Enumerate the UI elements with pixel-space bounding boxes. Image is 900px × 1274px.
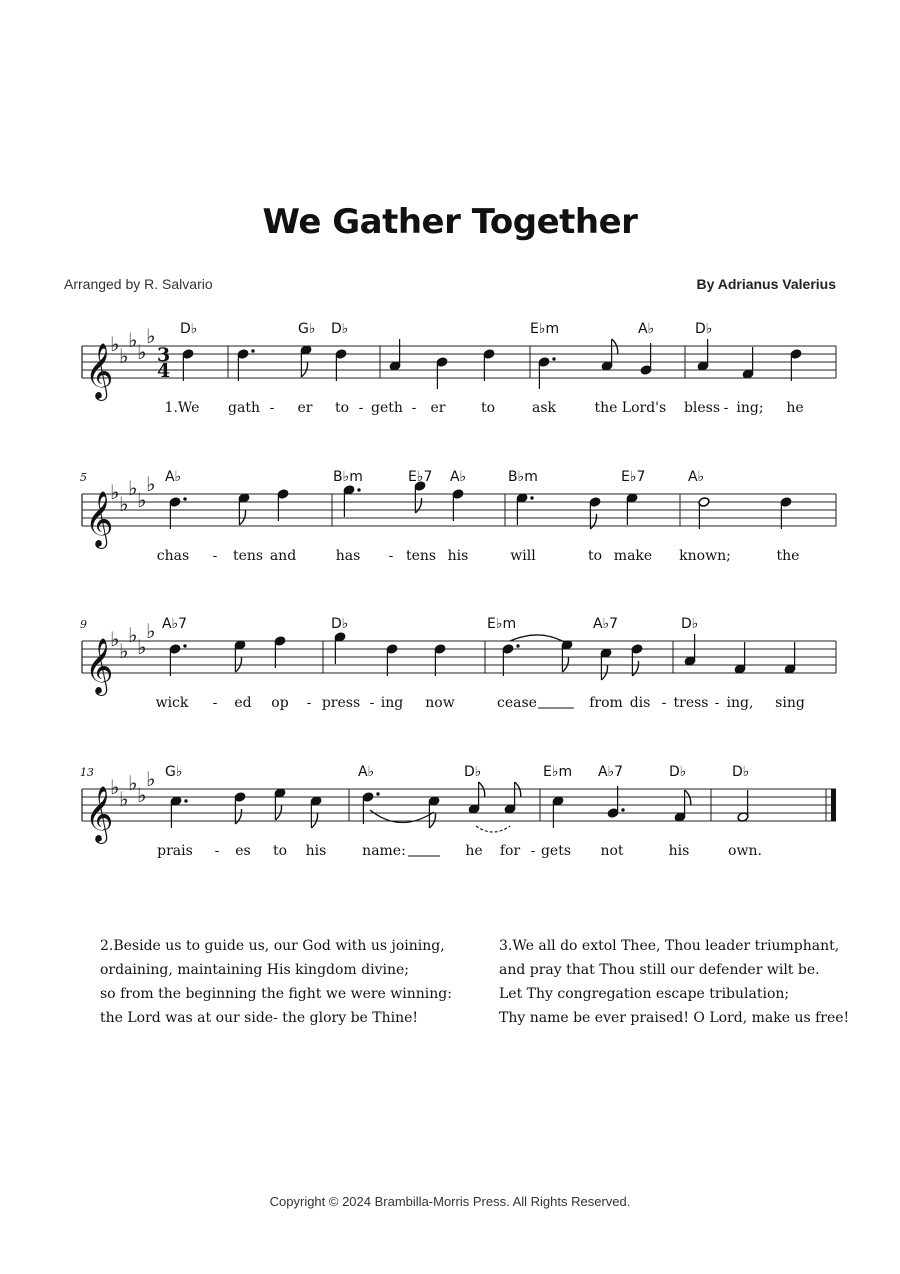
chord-symbol: D♭ — [464, 764, 482, 780]
lyric-syllable: er — [297, 400, 313, 416]
chord-symbol: D♭ — [732, 764, 750, 780]
lyric-syllable: to — [272, 843, 288, 859]
flat-sign-icon: ♭ — [119, 344, 129, 368]
verse-line: Let Thy congregation escape tribulation; — [499, 986, 790, 1002]
augmentation-dot — [516, 644, 519, 647]
chord-symbol: E♭7 — [621, 469, 646, 485]
lyric-syllable: known; — [679, 548, 731, 564]
lyric-syllable: his — [668, 843, 690, 859]
flat-sign-icon: ♭ — [110, 332, 120, 356]
note-flag — [415, 498, 421, 513]
flat-sign-icon: ♭ — [110, 480, 120, 504]
chord-symbol: D♭ — [669, 764, 687, 780]
staff-system-3 — [80, 616, 836, 711]
chord-symbol: A♭7 — [598, 764, 624, 780]
lyric-syllable: the — [594, 400, 618, 416]
measure-number: 5 — [80, 471, 87, 484]
lyric-syllable: es — [235, 843, 251, 859]
treble-clef-icon: 𝄞 — [85, 343, 114, 399]
lyric-syllable: to — [587, 548, 603, 564]
lyric-syllable: chas — [156, 548, 190, 564]
flat-sign-icon: ♭ — [137, 635, 147, 659]
chord-symbol: B♭m — [508, 469, 538, 485]
treble-clef-icon: 𝄞 — [85, 638, 114, 694]
chord-symbol: A♭ — [638, 321, 655, 337]
lyric-hyphen: - — [214, 843, 220, 859]
flat-sign-icon: ♭ — [128, 623, 138, 647]
lyric-syllable: cease — [497, 695, 537, 711]
lyric-syllable: not — [600, 843, 624, 859]
chord-symbol: G♭ — [298, 321, 316, 337]
lyric-syllable: prais — [157, 843, 193, 859]
augmentation-dot — [183, 644, 186, 647]
chord-symbol: A♭ — [450, 469, 467, 485]
time-signature-bottom: 4 — [157, 360, 171, 382]
augmentation-dot — [357, 488, 360, 491]
lyric-hyphen: - — [661, 695, 667, 711]
lyric-syllable: ing; — [736, 400, 764, 416]
treble-clef-icon: 𝄞 — [85, 491, 114, 547]
flat-sign-icon: ♭ — [119, 492, 129, 516]
verse-line: ordaining, maintaining His kingdom divine; — [100, 962, 409, 978]
chord-symbol: A♭7 — [162, 616, 188, 632]
lyric-hyphen: - — [723, 400, 729, 416]
lyric-syllable: name: — [362, 843, 406, 859]
lyric-syllable: ed — [234, 695, 252, 711]
chord-symbol: D♭ — [331, 321, 349, 337]
note-flag — [235, 809, 241, 824]
lyric-hyphen: - — [388, 548, 394, 564]
copyright-notice: Copyright © 2024 Brambilla-Morris Press. All Rights Reserved. — [269, 1194, 631, 1209]
verse-line: 2.Beside us to guide us, our God with us joining, — [100, 938, 445, 954]
chord-symbol: D♭ — [695, 321, 713, 337]
chord-symbol: B♭m — [333, 469, 363, 485]
flat-sign-icon: ♭ — [119, 639, 129, 663]
lyric-syllable: wick — [155, 695, 189, 711]
verse-3 — [499, 934, 849, 1030]
lyric-syllable: the — [776, 548, 800, 564]
lyric-syllable: press — [321, 695, 361, 711]
chord-symbol: D♭ — [180, 321, 198, 337]
lyric-syllable: make — [613, 548, 653, 564]
lyric-syllable: gath — [228, 400, 260, 416]
flat-sign-icon: ♭ — [146, 324, 156, 348]
flat-sign-icon: ♭ — [119, 787, 129, 811]
verse-line: 3.We all do extol Thee, Thou leader triumphant, — [499, 938, 840, 954]
lyric-syllable: er — [430, 400, 446, 416]
flat-sign-icon: ♭ — [137, 488, 147, 512]
arranger-credit: Arranged by R. Salvario — [64, 276, 213, 292]
lyric-syllable: he — [465, 843, 483, 859]
lyric-syllable: to — [480, 400, 496, 416]
lyric-syllable: his — [447, 548, 469, 564]
lyric-syllable: ask — [531, 400, 557, 416]
time-signature-top: 3 — [157, 344, 171, 366]
lyric-syllable: his — [305, 843, 327, 859]
chord-symbol: D♭ — [681, 616, 699, 632]
verse-line: Thy name be ever praised! O Lord, make us free! — [499, 1010, 850, 1026]
chord-symbol: E♭m — [530, 321, 560, 337]
augmentation-dot — [530, 496, 533, 499]
song-title: We Gather Together — [262, 202, 638, 242]
chord-symbol: A♭ — [165, 469, 182, 485]
flat-sign-icon: ♭ — [137, 783, 147, 807]
composer-credit: By Adrianus Valerius — [696, 276, 836, 292]
augmentation-dot — [251, 349, 254, 352]
lyric-syllable: own. — [728, 843, 762, 859]
flat-sign-icon: ♭ — [110, 775, 120, 799]
lyric-syllable: and — [269, 548, 297, 564]
note-flag — [590, 514, 596, 529]
verse-line: the Lord was at our side- the glory be Thine! — [100, 1010, 419, 1026]
flat-sign-icon: ♭ — [146, 767, 156, 791]
measure-number: 13 — [80, 766, 94, 779]
flat-sign-icon: ♭ — [128, 771, 138, 795]
augmentation-dot — [552, 357, 555, 360]
slur — [510, 635, 566, 643]
lyric-hyphen: - — [306, 695, 312, 711]
flat-sign-icon: ♭ — [146, 619, 156, 643]
lyric-syllable: bless — [683, 400, 721, 416]
lyric-syllable: sing — [775, 695, 805, 711]
verse-2 — [100, 934, 452, 1030]
lyric-syllable: op — [271, 695, 289, 711]
flat-sign-icon: ♭ — [146, 472, 156, 496]
lyric-syllable: gets — [540, 843, 572, 859]
lyric-syllable: has — [335, 548, 361, 564]
note-flag — [632, 661, 638, 676]
flat-sign-icon: ♭ — [128, 476, 138, 500]
lyric-syllable: now — [425, 695, 455, 711]
final-barline-thick — [831, 789, 836, 821]
augmentation-dot — [184, 799, 187, 802]
chord-symbol: A♭ — [688, 469, 705, 485]
tie — [476, 826, 510, 832]
augmentation-dot — [376, 792, 379, 795]
augmentation-dot — [183, 497, 186, 500]
flat-sign-icon: ♭ — [128, 328, 138, 352]
flat-sign-icon: ♭ — [110, 627, 120, 651]
lyric-syllable: to — [334, 400, 350, 416]
lyric-hyphen: - — [269, 400, 275, 416]
lyric-syllable: dis — [629, 695, 651, 711]
lyric-hyphen: - — [369, 695, 375, 711]
measure-number: 9 — [80, 618, 87, 631]
augmentation-dot — [621, 808, 624, 811]
verse-line: and pray that Thou still our defender wilt be. — [499, 962, 820, 978]
lyric-hyphen: - — [411, 400, 417, 416]
chord-symbol: E♭m — [543, 764, 573, 780]
lyric-hyphen: - — [358, 400, 364, 416]
staff-system-2 — [80, 469, 836, 564]
chord-symbol: G♭ — [165, 764, 183, 780]
staff-system-1 — [82, 321, 836, 416]
lyric-syllable: for — [499, 843, 521, 859]
lyric-syllable: tens — [405, 548, 437, 564]
lyric-syllable: from — [589, 695, 623, 711]
lyric-syllable: he — [786, 400, 804, 416]
chord-symbol: A♭7 — [593, 616, 619, 632]
staff-system-4 — [80, 764, 836, 859]
lyric-syllable: 1.We — [164, 400, 200, 416]
lyric-syllable: tress — [673, 695, 709, 711]
chord-symbol: D♭ — [331, 616, 349, 632]
lyric-hyphen: - — [714, 695, 720, 711]
chord-symbol: A♭ — [358, 764, 375, 780]
lyric-hyphen: - — [212, 548, 218, 564]
chord-symbol: E♭7 — [408, 469, 433, 485]
lyric-syllable: Lord's — [621, 400, 667, 416]
flat-sign-icon: ♭ — [137, 340, 147, 364]
lyric-syllable: ing — [380, 695, 404, 711]
verse-line: so from the beginning the fight we were winning: — [100, 986, 452, 1002]
lyric-syllable: will — [510, 548, 536, 564]
lyric-syllable: ing, — [726, 695, 754, 711]
lyric-syllable: tens — [232, 548, 264, 564]
lyric-hyphen: - — [530, 843, 536, 859]
lyric-syllable: geth — [371, 400, 403, 416]
chord-symbol: E♭m — [487, 616, 517, 632]
treble-clef-icon: 𝄞 — [85, 786, 114, 842]
lyric-hyphen: - — [212, 695, 218, 711]
